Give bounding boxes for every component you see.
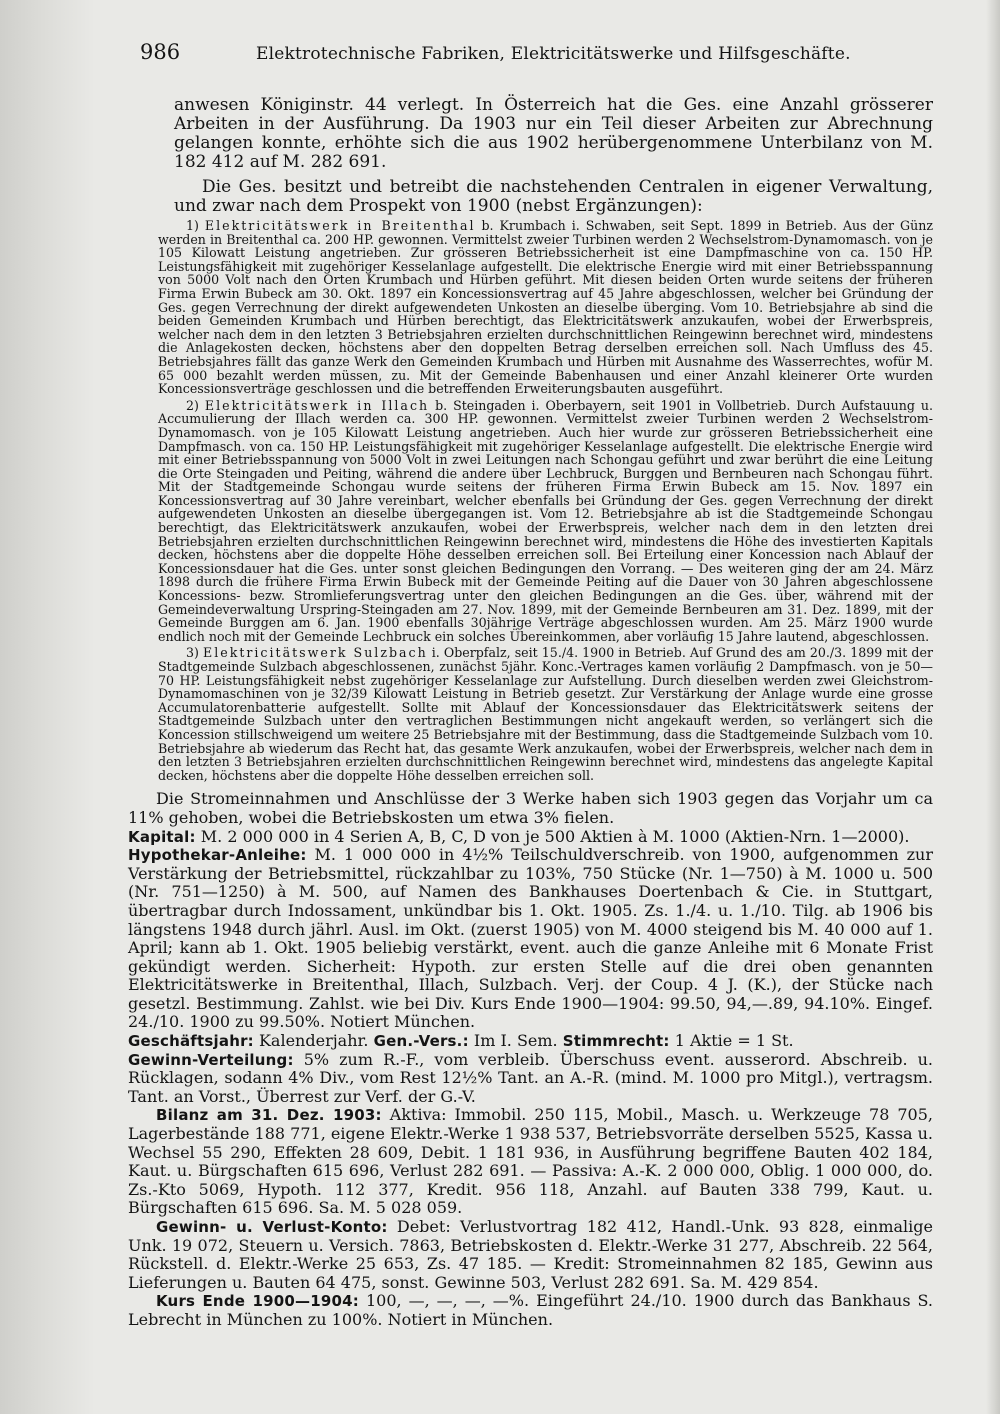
stimmrecht-label: Stimmrecht: (562, 1032, 670, 1051)
kapital-entry (118, 828, 933, 847)
kurs-label: Kurs Ende 1900—1904: (156, 1292, 359, 1311)
scan-gutter-shadow (0, 0, 95, 1414)
work-3-text: i. Oberpfalz, seit 15./4. 1900 in Betrieb. Auf Grund des am 20./3. 1899 mit der Stadtgemeinde Sulzbach abgeschlossenen, zunächst 5jähr. Konc.-Vertrages kamen vorläufig 2 Dampfmasch. von je 50—70 HP. Leistungsfähigkeit nebst zugehöriger Kesselanlage zur Aufstellung. Durch dieselben werden zwei Gleichstrom-Dynamomaschinen von je 32/39 Kilowatt Leistung in Betrieb gesetzt. Zur Verstärkung der Anlage wurde eine grosse Accumulatorenbatterie aufgestellt. Sollte mit Ablauf der Koncessionsdauer das Elektricitätswerk seitens der Stadtgemeinde Sulzbach unter den vertraglichen Bestimmungen nicht angekauft werden, so verlängert sich die Koncession stillschweigend um weitere 25 Betriebsjahre mit der Bestimmung, dass die Stadtgemeinde Sulzbach vom 10. Betriebsjahre ab wiederum das Recht hat, das gesamte Werk anzukaufen, wobei der Erwerbspreis, welcher nach dem in den letzten 3 Betriebsjahren erzielten durchschnittlichen Reingewinn berechnet wird, mindestens das angelegte Kapital decken, höchstens aber die doppelte Höhe desselben erreichen soll. (158, 645, 933, 783)
gewinn-verteilung-entry (118, 1051, 933, 1107)
hypothek-entry (118, 846, 933, 1032)
work-3-number: 3) (186, 645, 199, 661)
page-number: 986 (140, 40, 181, 64)
work-3-name: Elektricitätswerk Sulzbach (203, 645, 428, 661)
work-1-paragraph (118, 219, 933, 396)
bilanz-entry (118, 1106, 933, 1218)
scan-edge-shadow (986, 0, 1000, 1414)
intro-section (118, 96, 933, 216)
gewinn-verteilung-text: 5% zum R.-F., vom verbleib. Überschuss event. ausserord. Abschreib. u. Rücklagen, sodann 4% Div., vom Rest 12½% Tant. an A.-R. (mind. M. 1000 pro Mitgl.), vertragsm. Tant. an Vorst., Überrest zur Verf. der G.-V. (128, 1049, 933, 1106)
gen-vers-text: Im I. Sem. (473, 1031, 558, 1051)
work-2-paragraph (118, 399, 933, 644)
geschaeftsjahr-entry (118, 1032, 933, 1051)
running-title: Elektrotechnische Fabriken, Elektricitätswerke und Hilfsgeschäfte. (256, 44, 851, 64)
kurs-text: 100, —, —, —, —%. Eingeführt 24./10. 1900 durch das Bankhaus S. Lebrecht in München zu 100%. Notiert in München. (128, 1291, 934, 1329)
kurs-entry (118, 1292, 933, 1329)
work-1-name: Elektricitätswerk in Breitenthal (204, 218, 476, 233)
intro-paragraph-2: Die Ges. besitzt und betreibt die nachstehenden Centralen in eigener Verwaltung, und zwar nach dem Prospekt von 1900 (nebst Ergänzungen): (174, 177, 933, 216)
gewinn-verteilung-label: Gewinn-Verteilung: (128, 1050, 294, 1069)
gen-vers-label: Gen.-Vers.: (373, 1032, 469, 1051)
running-head (118, 34, 933, 74)
work-3-paragraph (118, 646, 933, 782)
gewinn-verlust-label: Gewinn- u. Verlust-Konto: (156, 1218, 388, 1236)
kapital-label: Kapital: (128, 827, 196, 846)
work-2-name: Elektricitätswerk in Illach (204, 397, 430, 413)
geschaeftsjahr-label: Geschäftsjahr: (128, 1032, 254, 1051)
bilanz-text: Aktiva: Immobil. 250 115, Mobil., Masch. u. Werkzeuge 78 705, Lagerbestände 188 771, eigene Elektr.-Werke 1 938 537, Betriebsvorräte derselben 5525, Kassa u. Wechsel 55 290, Effekten 28 609, Debit. 1 181 936, in Ausführung begriffene Bauten 402 184, Kaut. u. Bürgschaften 615 696, Verlust 282 691. — Passiva: A.-K. 2 000 000, Oblig. 1 000 000, do. Zs.-Kto 5069, Hypoth. 112 377, Kredit. 956 118, Anzahl. auf Bauten 338 799, Kaut. u. Bürgschaften 615 696. Sa. M. 5 028 059. (128, 1105, 934, 1218)
document-page (118, 34, 933, 1330)
gewinn-verlust-entry (118, 1218, 933, 1292)
geschaeftsjahr-text: Kalenderjahr. (258, 1031, 369, 1051)
hypothek-label: Hypothekar-Anleihe: (128, 846, 307, 865)
hypothek-text: M. 1 000 000 in 4½% Teilschuldverschreib. von 1900, aufgenommen zur Verstärkung der Betriebsmittel, rückzahlbar zu 103%, 750 Stücke (Nr. 1—750) à M. 1000 u. 500 (Nr. 751—1250) à M. 500, auf Namen des Bankhauses Doertenbach & Cie. in Stuttgart, übertragbar durch Indossament, unkündbar bis 1. Okt. 1905. Zs. 1./4. u. 1./10. Tilg. ab 1906 bis längstens 1948 durch jährl. Ausl. im Okt. (zuerst 1905) von M. 4000 steigend bis M. 40 000 auf 1. April; kann ab 1. Okt. 1905 beliebig verstärkt, event. auch die ganze Anleihe mit 6 Monate Frist gekündigt werden. Sicherheit: Hypoth. zur ersten Stelle auf die drei oben genannten Elektricitätswerke in Breitenthal, Illach, Sulzbach. Verj. der Coup. 4 J. (K.), der Stücke nach gesetzl. Bestimmung. Zahlst. wie bei Div. Kurs Ende 1900—1904: 99.50, 94,—.89, 94.10%. Eingef. 24./10. 1900 zu 99.50%. Notiert München. (128, 845, 933, 1032)
kapital-text: M. 2 000 000 in 4 Serien A, B, C, D von je 500 Aktien à M. 1000 (Aktien-Nrn. 1—2000). (200, 826, 910, 846)
bilanz-label: Bilanz am 31. Dez. 1903: (156, 1106, 382, 1125)
gewinn-verlust-text: Debet: Verlustvortrag 182 412, Handl.-Unk. 93 828, einmalige Unk. 19 072, Steuern u. Versich. 7863, Betriebskosten d. Elektr.-Werke 31 277, Abschreib. 22 564, Rückstell. d. Elektr.-Werke 25 653, Zs. 47 185. — Kredit: Stromeinnahmen 82 185, Gewinn aus Lieferungen u. Bauten 64 475, sonst. Gewinne 503, Verlust 282 691. Sa. M. 429 854. (128, 1217, 933, 1292)
work-2-text: b. Steingaden i. Oberbayern, seit 1901 in Vollbetrieb. Durch Aufstauung u. Accumulierung der Illach werden ca. 300 HP. gewonnen. Vermittelst zweier Turbinen werden 2 Wechselstrom-Dynamomasch. von je 105 Kilowatt Leistung angetrieben. Auch hier wurde zur grösseren Betriebssicherheit eine Dampfmasch. von ca. 150 HP. Leistungsfähigkeit mit zugehöriger Kesselanlage aufgestellt. Die elektrische Energie wird mit einer Betriebsspannung von 5000 Volt in zwei Leitungen nach Schongau geführt und zwar berührt die eine Leitung die Orte Steingaden und Peiting, während die andere über Lechbruck, Burggen und Bernbeuren nach Schongau führt. Mit der Stadtgemeinde Schongau wurde seitens der früheren Firma Erwin Bubeck am 15. Nov. 1897 ein Koncessionsvertrag auf 30 Jahre vereinbart, welcher ebenfalls bei Gründung der Ges. gegen Verrechnung der direkt aufgewendeten Unkosten an dieselbe übergegangen ist. Vom 12. Betriebsjahre ab ist die Stadtgemeinde Schongau berechtigt, das Elektricitätswerk anzukaufen, wobei der Erwerbspreis, welcher nach dem in den letzten drei Betriebsjahren erzielten durchschnittlichen Reingewinn berechnet wird, mindestens die Höhe des investierten Kapitals decken, höchstens aber die doppelte Höhe desselben erreichen soll. Bei Erteilung einer Koncession nach Ablauf der Koncessionsdauer hat die Ges. unter sonst gleichen Bedingungen den Vorrang. — Des weiteren ging der am 24. März 1898 durch die frühere Firma Erwin Bubeck mit der Gemeinde Peiting auf die Dauer von 30 Jahren abgeschlossene Koncessions- bezw. Stromlieferungsvertrag unter den gleichen Bedingungen an die Ges. über, während mit der Gemeindeverwaltung Urspring-Steingaden am 27. Nov. 1899, mit der Gemeinde Bernbeuren am 31. Dez. 1899, mit der Gemeinde Burggen am 6. Jan. 1900 ebenfalls 30jährige Verträge abgeschlossen wurden. Am 25. März 1900 wurde endlich noch mit der Gemeinde Lechbruck ein solches Übereinkommen, aber vorläufig 15 Jahre lautend, abgeschlossen. (158, 397, 933, 644)
intro-paragraph-1: anwesen Königinstr. 44 verlegt. In Österreich hat die Ges. eine Anzahl grösserer Arbeiten in der Ausführung. Da 1903 nur ein Teil dieser Arbeiten zur Abrechnung gelangen konnte, erhöhte sich die aus 1902 herübergenommene Unterbilanz von M. 182 412 auf M. 282 691. (174, 95, 933, 172)
work-1-text: b. Krumbach i. Schwaben, seit Sept. 1899 in Betrieb. Aus der Günz werden in Breitenthal ca. 200 HP. gewonnen. Vermittelst zweier Turbinen werden 2 Wechselstrom-Dynamomasch. von je 105 Kilowatt Leistung angetrieben. Zur grösseren Betriebssicherheit ist eine Dampfmaschine von ca. 150 HP. Leistungsfähigkeit mit zugehöriger Kesselanlage aufgestellt. Die elektrische Energie wird mit einer Betriebsspannung von 5000 Volt nach den Orten Krumbach und Hürben geführt. Mit diesen beiden Orten wurde seitens der früheren Firma Erwin Bubeck am 30. Okt. 1897 ein Koncessionsvertrag auf 45 Jahre abgeschlossen, welcher bei Gründung der Ges. gegen Verrechnung der direkt aufgewendeten Unkosten an dieselbe überging. Vom 10. Betriebsjahre ab sind die beiden Gemeinden Krumbach und Hürben berechtigt, das Elektricitätswerk anzukaufen, wobei der Erwerbspreis, welcher nach dem in den letzten 3 Betriebsjahren erzielten durchschnittlichen Reingewinn berechnet wird, mindestens die Anlagekosten decken, höchstens aber den doppelten Betrag derselben erreichen soll. Nach Umfluss des 45. Betriebsjahres fällt das ganze Werk den Gemeinden Krumbach und Hürben mit Ausnahme des Wasserrechtes, wofür M. 65 000 bezahlt werden müssen, zu. Mit der Gemeinde Babenhausen und einer Anzahl kleinerer Orte wurden Koncessionsverträge geschlossen und die betreffenden Erweiterungsbauten ausgeführt. (158, 218, 933, 397)
stimmrecht-text: 1 Aktie = 1 St. (674, 1031, 794, 1051)
work-1-number: 1) (186, 218, 199, 233)
summary-paragraph: Die Stromeinnahmen und Anschlüsse der 3 Werke haben sich 1903 gegen das Vorjahr um ca 11% gehoben, wobei die Betriebskosten um etwa 3% fielen. (128, 789, 933, 827)
work-2-number: 2) (186, 397, 199, 413)
